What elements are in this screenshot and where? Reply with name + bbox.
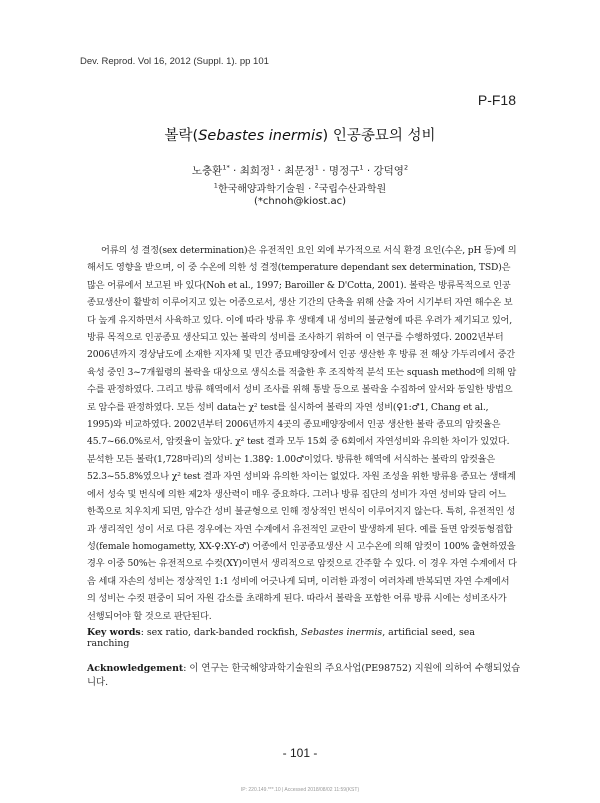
author: 최희정$^1$ <box>239 163 275 177</box>
poster-code: P-F18 <box>477 92 516 108</box>
author-separator: · <box>274 165 285 177</box>
acknowledgement-label: Acknowledgement <box>87 663 184 674</box>
affiliation: $^2$국립수산과학원 <box>314 181 387 195</box>
author-list <box>0 163 600 178</box>
journal-citation: Dev. Reprod. Vol 16, 2012 (Suppl. 1). pp 101 <box>80 56 269 67</box>
keywords-part1: sex ratio, dark-banded rockfish, <box>146 627 301 638</box>
author-separator: · <box>363 165 374 177</box>
abstract-body <box>87 242 517 625</box>
acknowledgement-text: 이 연구는 한국해양과학기술원의 주요사업(PE98752) 지원에 의하여 수행되었습니다. <box>87 663 521 688</box>
keywords-label: Key words <box>87 627 141 638</box>
author-separator: · <box>318 165 329 177</box>
corresponding-email: (*chnoh@kiost.ac) <box>253 196 347 207</box>
affiliations <box>0 180 600 195</box>
title-species: Sebastes inermis <box>198 128 323 144</box>
author: 최문정$^1$ <box>284 163 319 177</box>
author: 노충환$^{1*}$ <box>191 163 230 177</box>
keywords: Key words: sex ratio, dark-banded rockfish, Sebastes inermis, artificial seed, sea ranching <box>87 627 475 649</box>
affiliation: $^1$한국해양과학기술원 <box>213 181 305 195</box>
access-footer: IP: 220.149.***.10 | Accessed 2018/08/02 11:59(KST) <box>240 787 360 793</box>
abstract-paragraph: 어류의 성 결정(sex determination)은 유전적인 요인 외에 부가적으로 서식 환경 요인(수온, pH 등)에 의해서도 영향을 받으며, 이 중 수온에 의한 성 결정(temperature dependant sex determination, TSD)은 많은 어류에서 보고된 바 있다(Noh et al., 1997; Baroiller & D'Cotta, 2001). 볼락은 방류목적으로 인공종묘생산이 활발히 이루어지고 있는 어종으로서, 생산 기간의 단축을 위해 산출 자어 시기부터 자연 해수온 보다 높게 유지하면서 사육하고 있다. 이에 따라 방류 후 생태계 내 성비의 불균형에 따른 우려가 제기되고 있어, 방류 목적으로 인공종묘 생산되고 있는 볼락의 성비를 조사하기 위하여 이 연구를 수행하였다. 2002년부터 2006년까지 경상남도에 소재한 지자체 및 민간 종묘배양장에서 인공 생산한 후 방류 전 해상 가두리에서 중간육성 중인 3~7개월령의 볼락을 대상으로 생식소를 적출한 후 조직학적 분석 또는 squash method에 의해 암수를 판정하였다. 그리고 방류 해역에서 성비 조사를 위해 통발 등으로 볼락을 수집하여 앞서와 동일한 방법으로 암수를 판정하였다. 모든 성비 data는 χ² test를 실시하여 볼락의 자연 성비(♀1:♂1, Chang et al., 1995)와 비교하였다. 2002년부터 2006년까지 4곳의 종묘배양장에서 인공 생산한 볼락 종묘의 암컷율은 45.7~66.0%로서, 암컷율이 높았다. χ² test 결과 모두 15회 중 6회에서 자연성비와 유의한 차이가 있었다. 분석한 모든 볼락(1,728마리)의 성비는 1.38♀: 1.00♂이었다. 방류한 해역에 서식하는 볼락의 암컷율은 52.3~55.8%였으나 χ² test 결과 자연 성비와 유의한 차이는 없었다. 자원 조성을 위한 방류용 종묘는 생태계에서 성숙 및 번식에 의한 제2차 생산력이 매우 중요하다. 그러나 방류 집단의 성비가 자연 성비와 달리 어느 한쪽으로 치우치게 되면, 암수간 성비 불균형으로 인해 정상적인 번식이 이루어지지 않는다. 특히, 유전적인 성과 생리적인 성이 서로 다른 경우에는 자연 수계에서 유전적인 교란이 발생하게 된다. 예를 들면 암컷동형접합성(female homogametty, XX-♀:XY-♂) 어종에서 인공종묘생산 시 고수온에 의해 암컷이 100% 출현하였을 경우 이중 50%는 유전적으로 수컷(XY)이면서 생리적으로 암컷으로 간주할 수 있다. 이 경우 자연 수계에서 다음 세대 자손의 성비는 정상적인 1:1 성비에 어긋나게 되며, 이러한 과정이 여러차례 반복되면 자연 수계에서의 성비는 수컷 편중이 되어 자원 감소를 초래하게 된다. 따라서 볼락을 포함한 어류 방류 시에는 성비조사가 선행되어야 할 것으로 판단된다. <box>87 245 517 622</box>
keywords-species: Sebastes inermis <box>300 627 383 638</box>
page-number: - 101 - <box>282 746 318 760</box>
author: 명정구$^1$ <box>328 163 364 177</box>
paper-title <box>0 124 600 145</box>
author: 강덕영$^2$ <box>373 163 409 177</box>
title-prefix: 볼락( <box>164 128 199 144</box>
title-suffix: ) 인공종묘의 성비 <box>322 128 436 144</box>
affil-separator: · <box>304 184 315 195</box>
author-separator: · <box>229 165 240 177</box>
keywords-part2: , artificial seed, sea ranching <box>87 627 475 649</box>
acknowledgement: Acknowledgement: 이 연구는 한국해양과학기술원의 주요사업(PE98752) 지원에 의하여 수행되었습니다. <box>87 663 521 688</box>
